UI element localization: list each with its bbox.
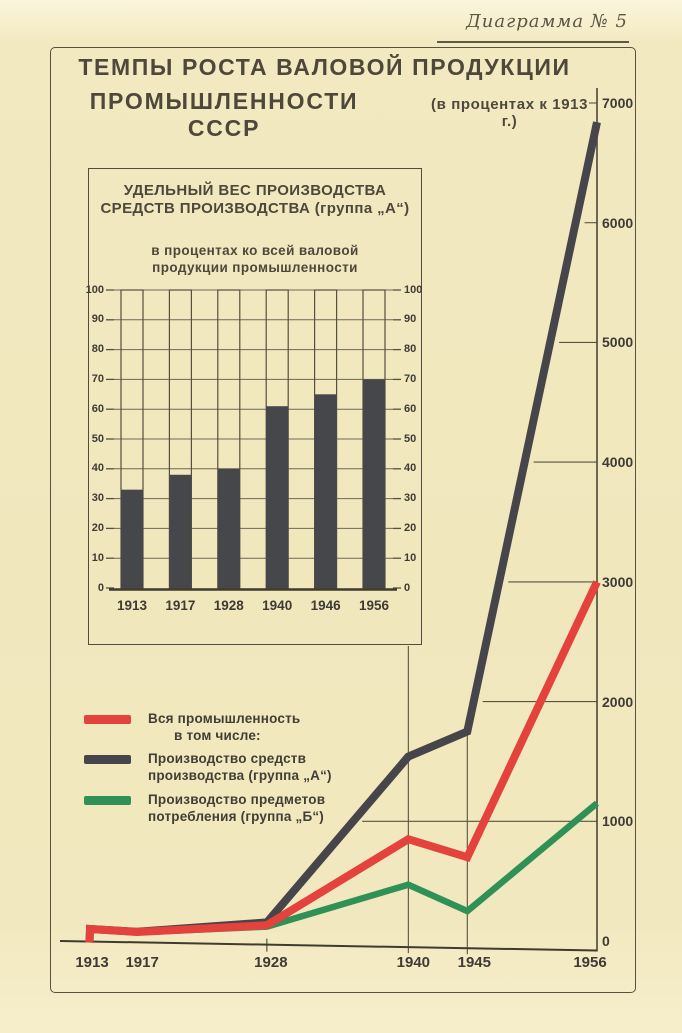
y-axis-label: 3000 [602, 573, 634, 590]
inset-y-label-right: 50 [404, 432, 417, 445]
inset-y-label-right: 70 [404, 372, 417, 385]
x-axis-label: 1913 [75, 954, 109, 971]
inset-y-label-right: 100 [404, 283, 423, 296]
inset-y-label-left: 50 [91, 432, 104, 445]
inset-y-label-right: 30 [404, 492, 417, 505]
y-axis-label: 1000 [602, 813, 634, 830]
inset-y-label-left: 70 [91, 372, 104, 385]
inset-x-label: 1917 [165, 598, 196, 613]
inset-y-label-left: 80 [91, 343, 104, 356]
legend-label: Производство предметов потребления (группа „Б“) [148, 791, 326, 824]
y-axis-label: 0 [602, 933, 610, 949]
inset-bar [315, 394, 337, 588]
x-axis-label: 1940 [396, 954, 431, 971]
inset-y-label-left: 90 [91, 313, 104, 326]
inset-y-label-right: 90 [404, 313, 417, 326]
y-axis-label: 4000 [602, 454, 634, 471]
inset-y-label-left: 30 [91, 492, 104, 505]
y-axis-label: 5000 [602, 334, 634, 351]
inset-y-label-right: 20 [404, 521, 417, 534]
inset-x-label: 1946 [310, 598, 341, 613]
inset-y-label-right: 10 [404, 551, 417, 564]
inset-bar [363, 379, 385, 588]
inset-bar [121, 490, 143, 588]
x-axis-label: 1928 [254, 954, 288, 971]
x-axis-label: 1956 [573, 954, 607, 971]
inset-x-label: 1956 [358, 598, 390, 613]
inset-y-label-left: 60 [91, 402, 104, 415]
y-axis-label: 7000 [602, 95, 634, 111]
inset-bar [169, 475, 191, 588]
inset-x-label: 1940 [262, 598, 293, 613]
legend [84, 711, 354, 832]
inset-bar [218, 469, 240, 588]
title-note: (в процентах к 1913 г.) [431, 96, 589, 130]
legend-swatch [84, 796, 131, 805]
x-axis-label: 1917 [125, 954, 159, 971]
y-axis-label: 2000 [602, 693, 634, 710]
inset-y-label-left: 10 [91, 551, 104, 564]
inset-title: УДЕЛЬНЫЙ ВЕС ПРОИЗВОДСТВА СРЕДСТВ ПРОИЗВОДСТВА (группа „А“) [100, 182, 410, 218]
legend-label: Вся промышленность в том числе: [148, 711, 301, 743]
inset-y-label-right: 40 [404, 462, 417, 475]
inset-y-label-right: 60 [404, 402, 417, 415]
diagram-number-label: Диаграмма № 5 [466, 11, 628, 32]
inset-y-label-left: 0 [97, 581, 104, 594]
inset-y-label-left: 100 [85, 283, 104, 296]
inset-subtitle: в процентах ко всей валовой продукции промышленности [151, 243, 359, 275]
inset-x-label: 1928 [213, 598, 244, 613]
legend-swatch [84, 755, 131, 764]
inset-y-label-right: 80 [404, 343, 417, 356]
legend-item [84, 792, 354, 825]
inset-y-label-right: 0 [404, 581, 411, 594]
inset-y-label-left: 20 [91, 521, 104, 534]
legend-swatch [84, 715, 131, 724]
title-line2: ПРОМЫШЛЕННОСТИ СССР [89, 88, 359, 141]
title-line1: ТЕМПЫ РОСТА ВАЛОВОЙ ПРОДУКЦИИ [78, 54, 571, 80]
y-axis-label: 6000 [602, 214, 634, 231]
inset-x-label: 1913 [116, 598, 148, 613]
x-axis-label: 1945 [457, 954, 491, 971]
legend-label: Производство средств производства (группа „А“) [148, 751, 332, 784]
inset-bar [266, 406, 288, 588]
inset-bar-chart [106, 290, 401, 590]
legend-item [84, 711, 354, 744]
inset-y-label-left: 40 [91, 462, 104, 475]
legend-item [84, 751, 354, 784]
